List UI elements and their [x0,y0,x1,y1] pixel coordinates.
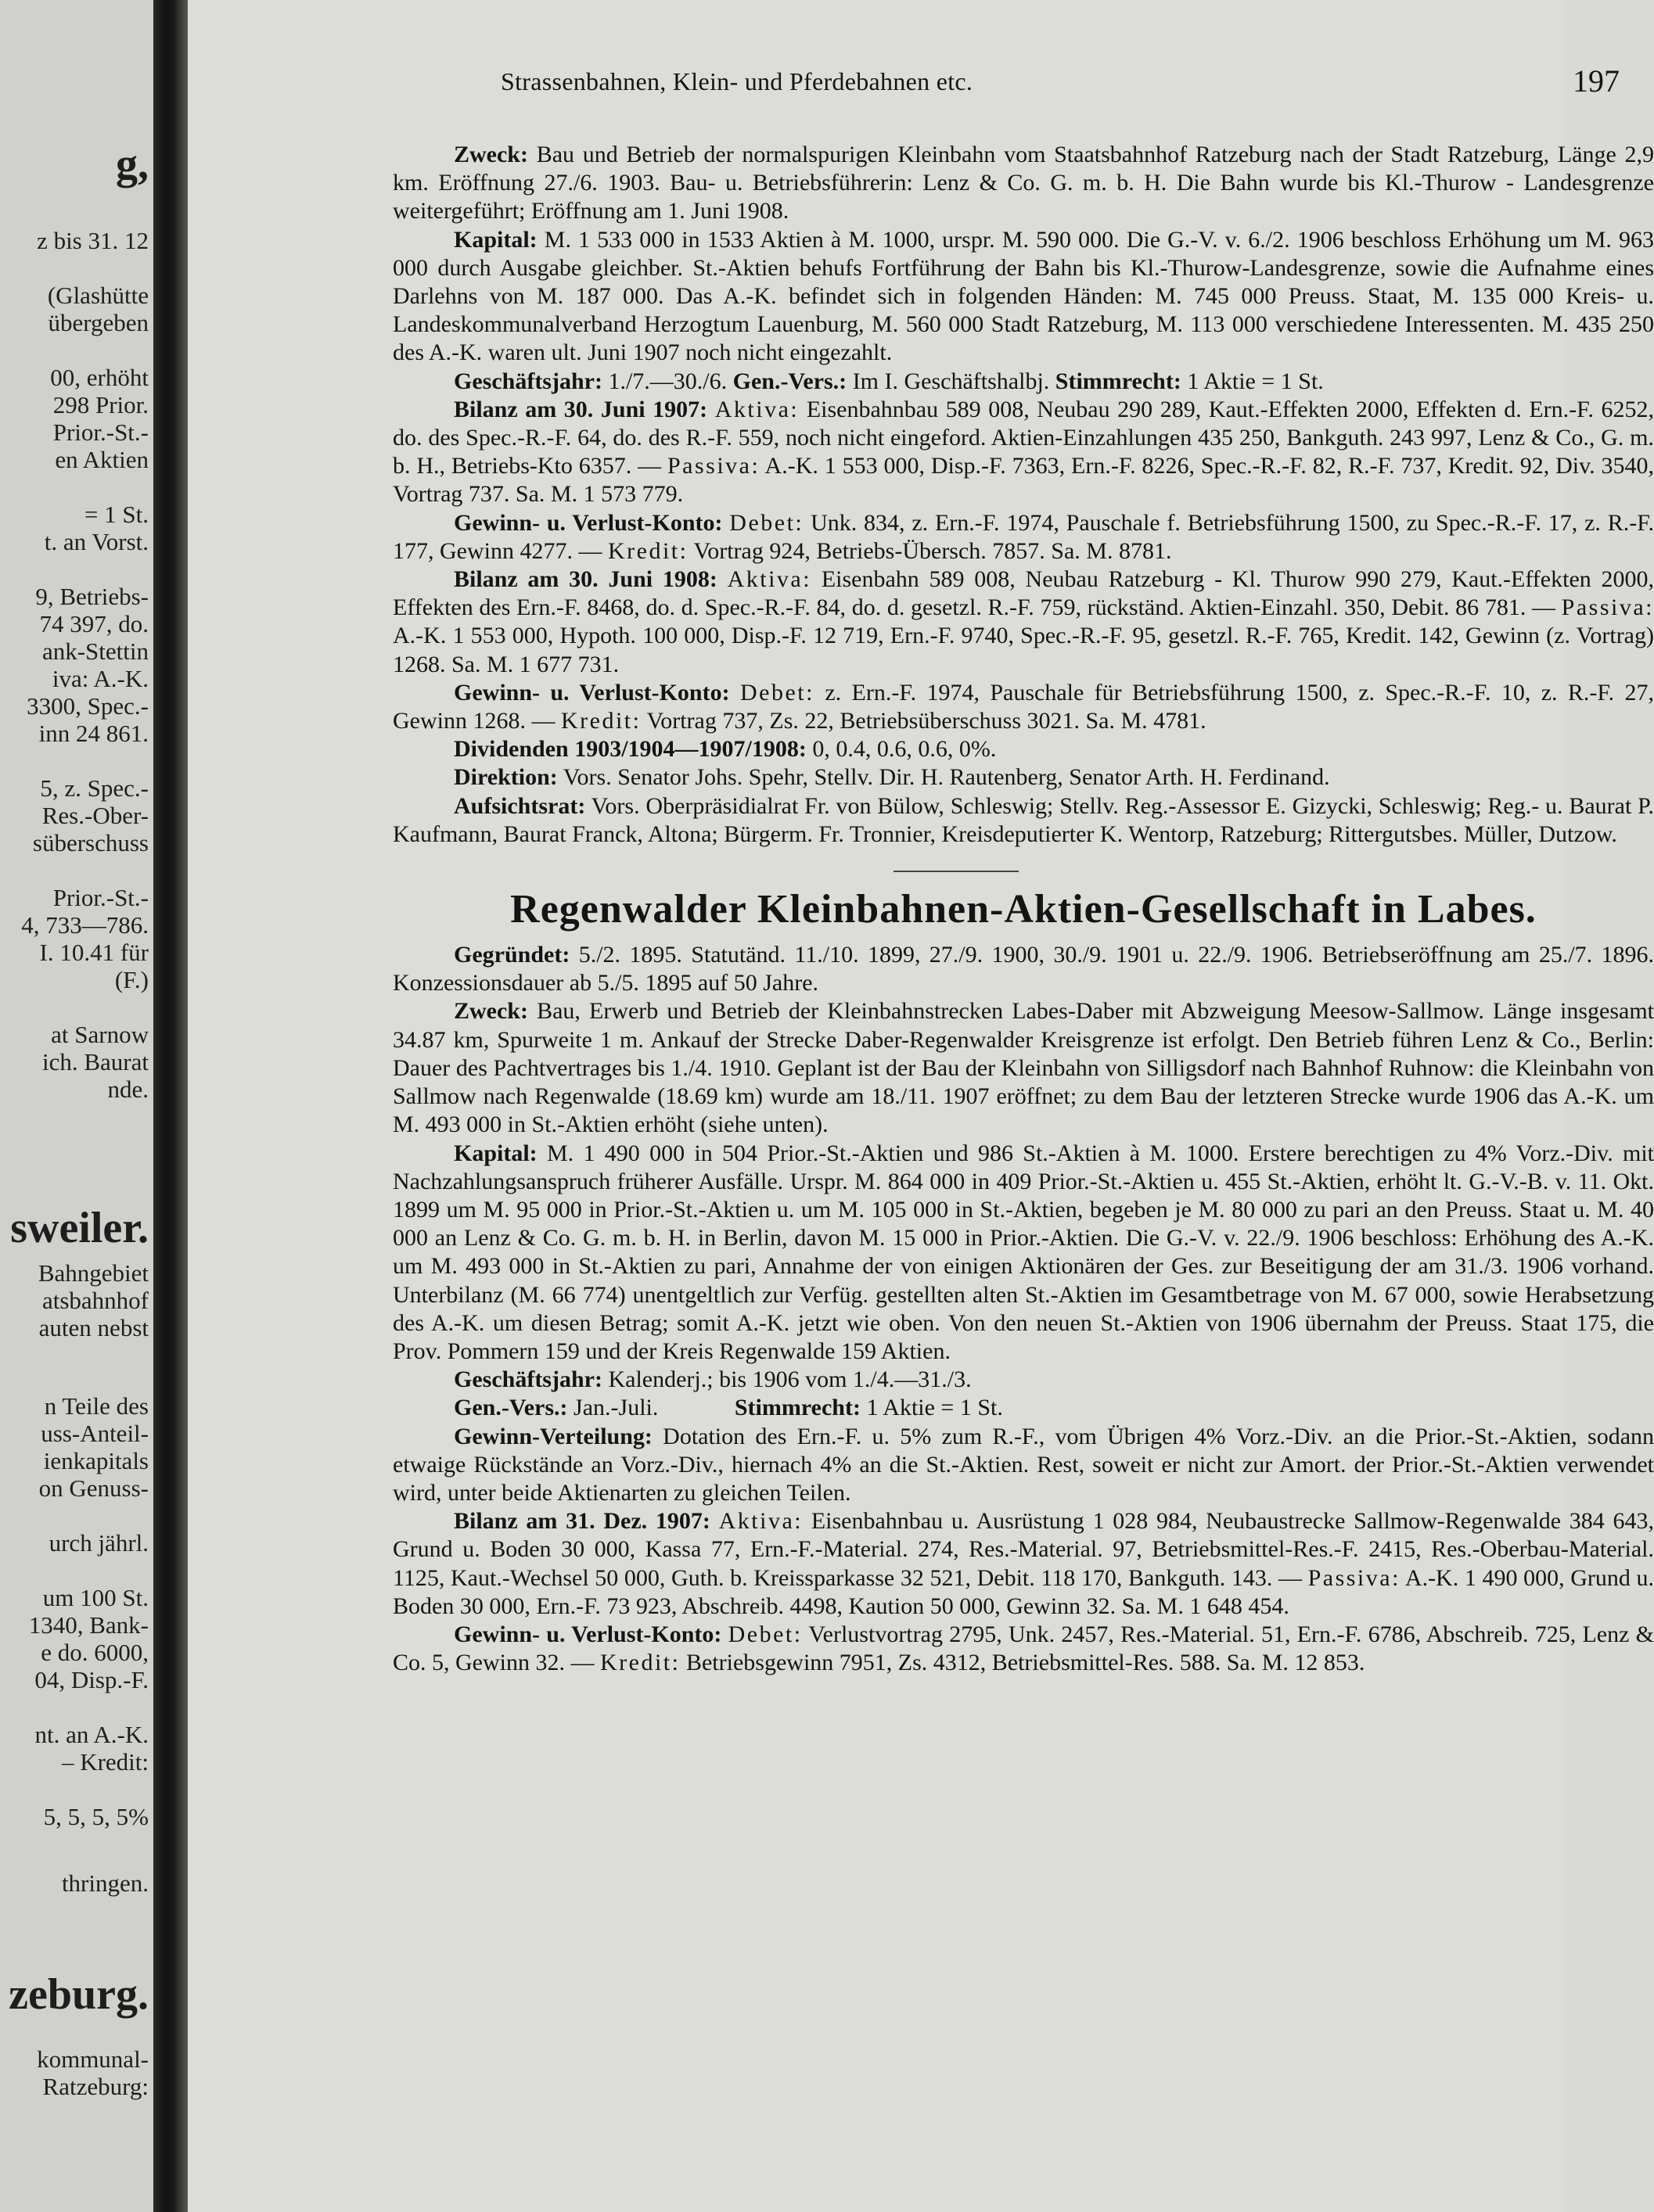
left-page-line: Prior.-St.- [52,884,149,911]
left-page-line: 1340, Bank- [28,1611,149,1639]
left-page-line: Prior.-St.- [52,418,149,446]
prev-bilanz-1908: Bilanz am 30. Juni 1908: Aktiva: Eisenbahn 589 008, Neubau Ratzeburg - Kl. Thurow 990 279, Kaut.-Effekten 2000, Effekten des Ern.-F. 8468, do. d. Spec.-R.-F. 84, do. d. gesetzl. R.-F. 759, rückständ. Aktien-Einzahl. 350, Debit. 86 781. — Passiva: A.-K. 1 553 000, Hypoth. 100 000, Disp.-F. 12 719, Ern.-F. 9740, Spec.-R.-F. 95, gesetzl. R.-F. 765, Kredit. 142, Gewinn (z. Vortrag) 1268. Sa. M. 1 677 731. [393,566,1654,677]
left-page-line: Bahngebiet [38,1259,149,1287]
left-page-line: 5, z. Spec.- [40,774,149,802]
prev-kapital: Kapital: M. 1 533 000 in 1533 Aktien à M. 1000, urspr. M. 590 000. Die G.-V. v. 6./2. 1906 beschloss Erhöhung um M. 963 000 durch Ausgabe gleichber. St.-Aktien behufs Fortführung der Bahn bis Kl.-Thurow-Landesgrenze, sowie die Aufnahme eines Darlehns von M. 187 000. Das A.-K. befindet sich in folgenden Händen: M. 745 000 Preuss. Staat, M. 135 000 Kreis- u. Landeskommunalverband Herzogtum Lauenburg, M. 560 000 Stadt Ratzeburg, M. 113 000 verschiedene Interessenten. M. 435 250 des A.-K. waren ult. Juni 1907 noch nicht eingezahlt. [393,226,1654,366]
left-page-line: auten nebst [38,1314,149,1341]
prev-geschaeftsjahr: Geschäftsjahr: 1./7.—30./6. Gen.-Vers.: Im I. Geschäftshalbj. Stimmrecht: 1 Aktie = 1 St. [454,368,1324,394]
left-page-line: ank-Stettin [41,637,149,665]
prev-direktion: Direktion: Vors. Senator Johs. Spehr, Stellv. Dir. H. Rautenberg, Senator Arth. H. Ferdinand. [454,764,1330,791]
left-page-line: – Kredit: [61,1748,149,1776]
left-page-line: 298 Prior. [52,391,149,418]
entry-genvers: Gen.-Vers.: Jan.-Juli. Stimmrecht: 1 Aktie = 1 St. [454,1395,1003,1421]
company-title: Regenwalder Kleinbahnen-Aktien-Gesellschaft in Labes. [510,887,1537,932]
left-page-line: übergeben [48,309,149,336]
left-page-line: kommunal- [37,2045,149,2073]
page-number: 197 [1573,63,1620,99]
left-page-line: iva: A.-K. [52,665,149,692]
left-page-line: at Sarnow [51,1021,149,1048]
left-page-fragment [0,0,153,2212]
left-page-line: z bis 31. 12 [37,227,149,254]
prev-dividenden: Dividenden 1903/1904—1907/1908: 0, 0.4, 0.6, 0.6, 0%. [454,736,997,763]
left-page-line: g, [116,140,149,189]
left-page-line: sweiler. [10,1204,149,1252]
entry-gewinnverteilung: Gewinn-Verteilung: Dotation des Ern.-F. u. 5% zum R.-F., vom Übrigen 4% Vorz.-Div. an die Prior.-St.-Aktien, sodann etwaige Rückstände an Vorz.-Div., hiernach 4% an die St.-Aktien. Rest, soweit er nicht zur Amort. der Prior.-St.-Aktien verwendet wird, unter beide Aktienarten zu gleichen Teilen. [393,1423,1654,1506]
left-page-line: e do. 6000, [41,1639,149,1666]
left-page-line: = 1 St. [84,501,149,528]
prev-guv-1907: Gewinn- u. Verlust-Konto: Debet: Unk. 834, z. Ern.-F. 1974, Pauschale f. Betriebsführung 1500, zu Spec.-R.-F. 17, z. R.-F. 177, Gewinn 4277. — Kredit: Vortrag 924, Betriebs-Übersch. 7857. Sa. M. 8781. [393,509,1654,564]
left-page-line: 5, 5, 5, 5% [43,1803,149,1830]
prev-aufsichtsrat: Aufsichtsrat: Vors. Oberpräsidialrat Fr. von Bülow, Schleswig; Stellv. Reg.-Assessor E. Gizycki, Schleswig; Reg.- u. Baurat P. Kaufmann, Baurat Franck, Altona; Bürgerm. Fr. Tronnier, Kreisdeputierter K. Wentorp, Ratzeburg; Rittergutsbes. Müller, Dutzow. [393,792,1654,847]
prev-zweck: Zweck: Bau und Betrieb der normalspurigen Kleinbahn vom Staatsbahnhof Ratzeburg nach der Stadt Ratzeburg, Länge 2,9 km. Eröffnung 27./6. 1903. Bau- u. Betriebsführerin: Lenz & Co. G. m. b. H. Die Bahn wurde bis Kl.-Thurow - Landesgrenze weitergeführt; Eröffnung am 1. Juni 1908. [393,142,1654,224]
left-page-line: thringen. [61,1869,149,1897]
left-page-line: 4, 733—786. [21,911,149,939]
left-page-line: uss-Anteil- [41,1420,149,1447]
left-page-line: nt. an A.-K. [34,1721,149,1748]
left-page-line: t. an Vorst. [44,528,149,555]
left-page-line: 04, Disp.-F. [34,1666,149,1693]
left-page-line: inn 24 861. [38,720,149,747]
left-page-line: I. 10.41 für [39,939,149,966]
page-content [393,141,1654,1677]
entry-gegruendet: Gegründet: 5./2. 1895. Statutänd. 11./10. 1899, 27./9. 1900, 30./9. 1901 u. 22./9. 1906. Betriebseröffnung am 25./7. 1896. Konzessionsdauer ab 5./5. 1895 auf 50 Jahre. [393,942,1654,996]
left-page-line: urch jährl. [49,1529,149,1557]
left-page-line: 9, Betriebs- [35,583,149,610]
left-page-line: zeburg. [9,1970,149,2019]
left-page-line: n Teile des [44,1392,149,1420]
book-gutter [153,0,188,2212]
left-page-line: 3300, Spec.- [27,692,149,720]
left-page-line: um 100 St. [42,1584,149,1611]
entry-bilanz: Bilanz am 31. Dez. 1907: Aktiva: Eisenbahnbau u. Ausrüstung 1 028 984, Neubaustrecke Sallmow-Regenwalde 384 643, Grund u. Boden 30 000, Kassa 77, Ern.-F.-Material. 274, Res.-Material. 97, Betriebsmittel-Res.-F. 2415, Res.-Oberbau-Material. 1125, Kaut.-Wechsel 50 000, Guth. b. Kreissparkasse 32 521, Debit. 118 170, Bankguth. 143. — Passiva: A.-K. 1 490 000, Grund u. Boden 30 000, Ern.-F. 73 923, Abschreib. 4498, Kaution 50 000, Gewinn 32. Sa. M. 1 648 454. [393,1508,1654,1619]
left-page-line: en Aktien [55,446,149,473]
left-page-line: (F.) [114,966,149,993]
section-divider [894,871,1019,872]
page [188,0,1654,2212]
prev-guv-1908: Gewinn- u. Verlust-Konto: Debet: z. Ern.-F. 1974, Pauschale für Betriebsführung 1500, z. Spec.-R.-F. 10, z. R.-F. 27, Gewinn 1268. — Kredit: Vortrag 737, Zs. 22, Betriebsüberschuss 3021. Sa. M. 4781. [393,679,1654,734]
left-page-line: ich. Baurat [41,1048,149,1075]
left-page-line: ienkapitals [43,1447,149,1474]
left-page-line: (Glashütte [47,282,149,309]
left-page-line: süberschuss [32,829,149,856]
entry-kapital: Kapital: M. 1 490 000 in 504 Prior.-St.-Aktien und 986 St.-Aktien à M. 1000. Erstere berechtigen zu 4% Vorz.-Div. mit Nachzahlungsanspruch früherer Ausfälle. Urspr. M. 864 000 in 409 Prior.-St.-Aktien u. 455 St.-Aktien, erhöht lt. G.-V.-B. v. 11. Okt. 1899 um M. 95 000 in Prior.-St.-Aktien u. um M. 105 000 in St.-Aktien, begeben je M. 80 000 zu pari an den Preuss. Staat u. M. 40 000 an Lenz & Co. G. m. b. H. in Berlin, davon M. 15 000 in Prior.-Aktien. Die G.-V. v. 22./9. 1906 beschloss: Erhöhung des A.-K. um M. 493 000 in St.-Aktien zu pari, Annahme der von einigen Aktionären der Ges. zur Beseitigung der am 31./3. 1906 vorhand. Unterbilanz (M. 66 774) unentgeltlich zur Verfüg. gestellten alten St.-Aktien im Gesamtbetrage von M. 67 000, sowie Herabsetzung des A.-K. um diesen Betrag; somit A.-K. jetzt wie oben. Von den neuen St.-Aktien von 1906 übernahm der Preuss. Staat 175, die Prov. Pommern 159 und der Kreis Regenwalde 159 Aktien. [393,1140,1654,1364]
entry-geschaeftsjahr: Geschäftsjahr: Kalenderj.; bis 1906 vom 1./4.—31./3. [454,1366,972,1393]
running-head: Strassenbahnen, Klein- und Pferdebahnen etc. [501,67,973,95]
left-page-line: Ratzeburg: [42,2073,149,2100]
left-page-line: Res.-Ober- [41,802,149,829]
prev-bilanz-1907: Bilanz am 30. Juni 1907: Aktiva: Eisenbahnbau 589 008, Neubau 290 289, Kaut.-Effekten 2000, Effekten d. Ern.-F. 6252, do. des Spec.-R.-F. 64, do. des R.-F. 559, noch nicht eingeford. Aktien-Einzahlungen 435 250, Bankguth. 243 997, Lenz & Co., G. m. b. H., Betriebs-Kto 6357. — Passiva: A.-K. 1 553 000, Disp.-F. 7363, Ern.-F. 8226, Spec.-R.-F. 82, R.-F. 737, Kredit. 92, Div. 3540, Vortrag 737. Sa. M. 1 573 779. [393,396,1654,508]
entry-guv: Gewinn- u. Verlust-Konto: Debet: Verlustvortrag 2795, Unk. 2457, Res.-Material. 51, Ern.-F. 6786, Abschreib. 725, Lenz & Co. 5, Gewinn 32. — Kredit: Betriebsgewinn 7951, Zs. 4312, Betriebsmittel-Res. 588. Sa. M. 12 853. [393,1621,1654,1676]
left-page-line: 74 397, do. [39,610,149,637]
left-page-line: atsbahnhof [41,1287,149,1314]
left-page-line: 00, erhöht [50,364,149,391]
left-page-line: nde. [107,1075,149,1103]
entry-zweck: Zweck: Bau, Erwerb und Betrieb der Kleinbahnstrecken Labes-Daber mit Abzweigung Meesow-Sallmow. Länge insgesamt 34.87 km, Spurweite 1 m. Ankauf der Strecke Daber-Regenwalder Kreisgrenze ist erfolgt. Den Betrieb führen Lenz & Co., Berlin: Dauer des Pachtvertrages bis 1./4. 1910. Geplant ist der Bau der Kleinbahn von Silligsdorf nach Bahnhof Ruhnow: die Kleinbahn von Sallmow nach Regenwalde (18.69 km) wurde am 18./11. 1907 eröffnet; zu dem Bau der letzteren Strecke wurde 1906 das A.-K. um M. 493 000 in St.-Aktien erhöht (siehe unten). [393,998,1654,1138]
left-page-line: on Genuss- [38,1474,149,1502]
